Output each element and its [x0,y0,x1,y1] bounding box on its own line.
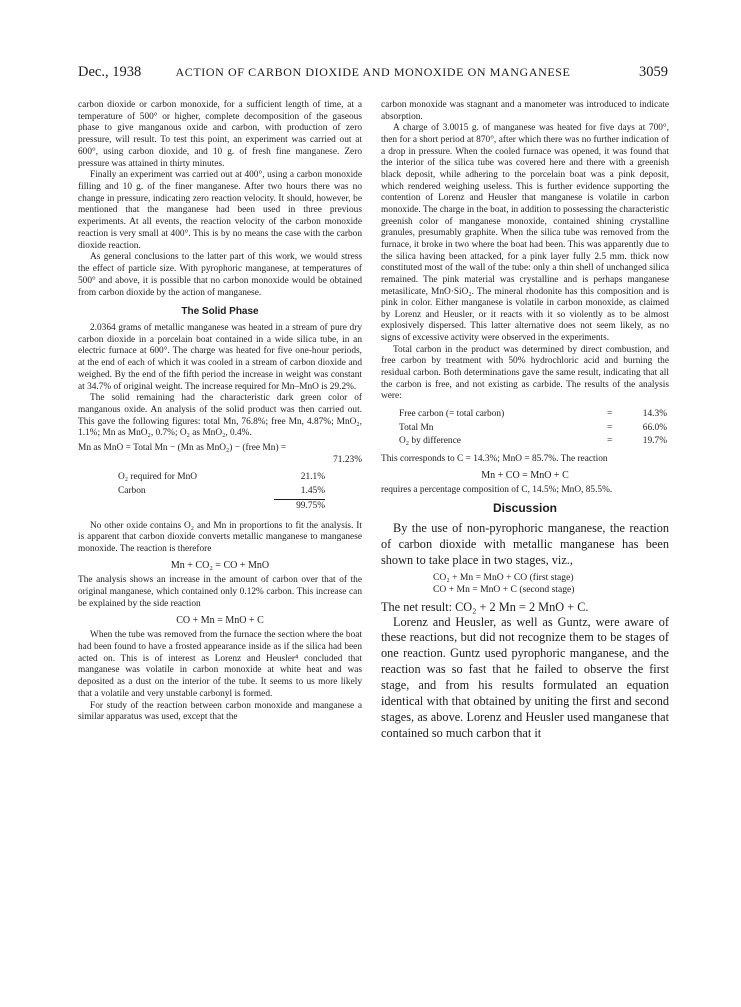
table-cell-label: O₂ required for MnO [118,471,198,482]
table-cell-value: 19.7% [642,436,667,447]
analysis-table [397,407,669,450]
table-row [399,409,667,421]
paragraph: The analysis shows an increase in the amount of carbon over that of the original manganese, which contained only 0.12% carbon. This increase can be explained by the side reaction [78,575,362,609]
equation: CO + Mn = MnO + C [176,614,264,626]
paragraph: For study of the reaction between carbon monoxide and manganese a similar apparatus was used, except that the [78,700,362,723]
table-row [80,471,360,483]
paragraph: carbon monoxide was stagnant and a manometer was introduced to indicate absorption. [381,100,669,122]
paragraph: As general conclusions to the latter part of this work, we would stress the effect of particle size. With pyrophoric manganese, at temperatures of 500° and above, it is possible that no carbon monoxide would be obtained from carbon dioxide by the action of manganese. [78,252,362,298]
page-header [78,64,668,84]
paragraph: By the use of non-pyrophoric manganese, the reaction of carbon dioxide with metallic manganese has been shown to take place in two stages, viz., [381,520,669,567]
reaction-stages [433,572,669,596]
paragraph: Total carbon in the product was determined by direct combustion, and free carbon by treatment with 50% hydrochloric acid and burning the residual carbon. Both determinations gave the same result, indicating that all the carbon is free, and not existing as carbide. The results of the analysis were: [381,344,669,402]
requirement-table [78,469,362,514]
paragraph: No other oxide contains O₂ and Mn in proportions to fit the analysis. It is apparent that carbon dioxide converts metallic manganese to manganese monoxide. The reaction is therefore [78,520,362,554]
table-row [80,499,360,512]
running-title: ACTION OF CARBON DIOXIDE AND MONOXIDE ON MANGANESE [175,65,571,79]
net-result: The net result: CO₂ + 2 Mn = 2 MnO + C. [381,599,589,614]
table-cell-value: 14.3% [642,409,667,420]
paragraph: When the tube was removed from the furnace the section where the boat had been found to have a frosted appearance inside as if the silica had been acted on. This is of interest as Lorenz and Heusler⁴ concluded that manganese was volatile in carbon monoxide at white heat and was deposited as a dust on the interior of the tube. It seems to us more likely that a volatile and very unstable carbonyl is formed. [78,630,362,699]
stage-equation: CO₂ + Mn = MnO + CO (first stage) [433,571,574,583]
stage-equation: CO + Mn = MnO + C (second stage) [433,583,575,595]
paragraph: Finally an experiment was carried out at 400°, using a carbon monoxide filling and 10 g. of the finer manganese. After two hours there was no change in pressure, indicating zero reaction velocity. It should, however, be mentioned that the manganese had been used in three previous experiments. At all events, the reaction velocity of the carbon monoxide reaction is very small at 400°. This is by no means the case with the carbon dioxide reaction. [78,170,362,251]
paragraph: Lorenz and Heusler, as well as Guntz, were aware of these reactions, but did not recognize them to be stages of one reaction. Guntz used pyrophoric manganese, and the reaction was so fast that he failed to observe the first stage, and from his results formulated an equation identical with that obtained by uniting the first and second stages, as above. Lorenz and Heusler used manganese that contained so much carbon that it [381,614,669,740]
table-cell-value: 1.45% [300,485,326,496]
table-cell-label: Free carbon (= total carbon) [399,409,505,420]
calculation-result: 71.23% [333,454,362,465]
table-cell-label: Carbon [118,485,146,496]
table-row [399,436,667,448]
page-number: 3059 [639,64,668,80]
table-row [80,485,360,497]
table-cell-value: 66.0% [642,422,667,433]
paragraph: 2.0364 grams of metallic manganese was heated in a stream of pure dry carbon dioxide in a porcelain boat contained in a wide silica tube, in an electric furnace at 600°. The charge was heated for five one-hour periods, at the end of each of which it was cooled in a stream of carbon dioxide and weighed. By the end of the fifth period the increase in weight was constant at 34.7% of original weight. The increase required for Mn–MnO is 29.2%. [78,322,362,392]
table-cell-label: O₂ by difference [399,436,461,447]
section-heading-solid-phase: The Solid Phase [181,306,259,318]
table-row [399,423,667,435]
equation: Mn + CO = MnO + C [481,469,569,481]
paragraph: A charge of 3.0015 g. of manganese was heated for five days at 700°, then for a short period at 870°, after which there was no further indication of a drop in pressure. When the cooled furnace was opened, it was found that the interior of the silica tube was covered here and there with a greenish black deposit, while adhering to the porcelain boat was a pink deposit, which rendered weighing useless. This is further evidence supporting the contention of Lorenz and Heusler that manganese is volatile in carbon monoxide. The charge in the boat, in addition to possessing the characteristic greenish color of manganese monoxide, contained shining crystalline granules, presumably graphite. When the silica tube was removed from the furnace, it broke in two where the boat had been. This was apparently due to the silica having been attacked, for a pink layer fully 2.5 mm. thick now constituted most of the wall of the tube: only a thin shell of unchanged silica remained. The pink material was crystalline and is perhaps manganese metasilicate, MnO·SiO₂. The mineral rhodonite has this composition and is pink in color. Either manganese is volatile in carbon monoxide, as claimed by Lorenz and Heusler, or it reacts with it so violently as to be almost explosively dispersed. This latter alternative does not seem likely, as no signs of excessive activity were observed in the experiments. [381,123,669,344]
paragraph: carbon dioxide or carbon monoxide, for a sufficient length of time, at a temperature of 500° or higher, complete decomposition of the gaseous phase to give manganous oxide and carbon, with production of zero pressure, will result. To test this point, an experiment was carried out at 600°, using carbon dioxide, and 10 g. of fresh fine manganese. Zero pressure was attained in thirty minutes. [78,100,362,169]
table-cell-value: 21.1% [300,471,326,482]
table-cell-label: Total Mn [399,422,434,433]
right-column [381,100,669,742]
table-cell-equals: = [607,436,613,447]
section-heading-discussion: Discussion [492,501,558,516]
paragraph: requires a percentage composition of C, 14.5%; MnO, 85.5%. [381,485,613,496]
calculation-expression [78,443,362,455]
equation: Mn + CO₂ = CO + MnO [170,559,270,571]
table-cell-equals: = [607,422,613,433]
calculation-text: Mn as MnO = Total Mn − (Mn as MnO₂) − (free Mn) = [78,443,287,454]
paragraph: The solid remaining had the characteristic dark green color of manganous oxide. An analysis of the solid product was then carried out. This gave the following figures: total Mn, 76.8%; free Mn, 4.87%; MnO₂, 1.1%; Mn as MnO₂, 0.7%; O₂ as MnO₂, 0.4%. [78,393,362,439]
table-cell-equals: = [607,409,613,420]
issue-date: Dec., 1938 [78,64,142,80]
left-column [78,100,362,724]
table-cell-total: 99.75% [274,499,325,512]
paragraph: This corresponds to C = 14.3%; MnO = 85.7%. The reaction [381,454,608,465]
